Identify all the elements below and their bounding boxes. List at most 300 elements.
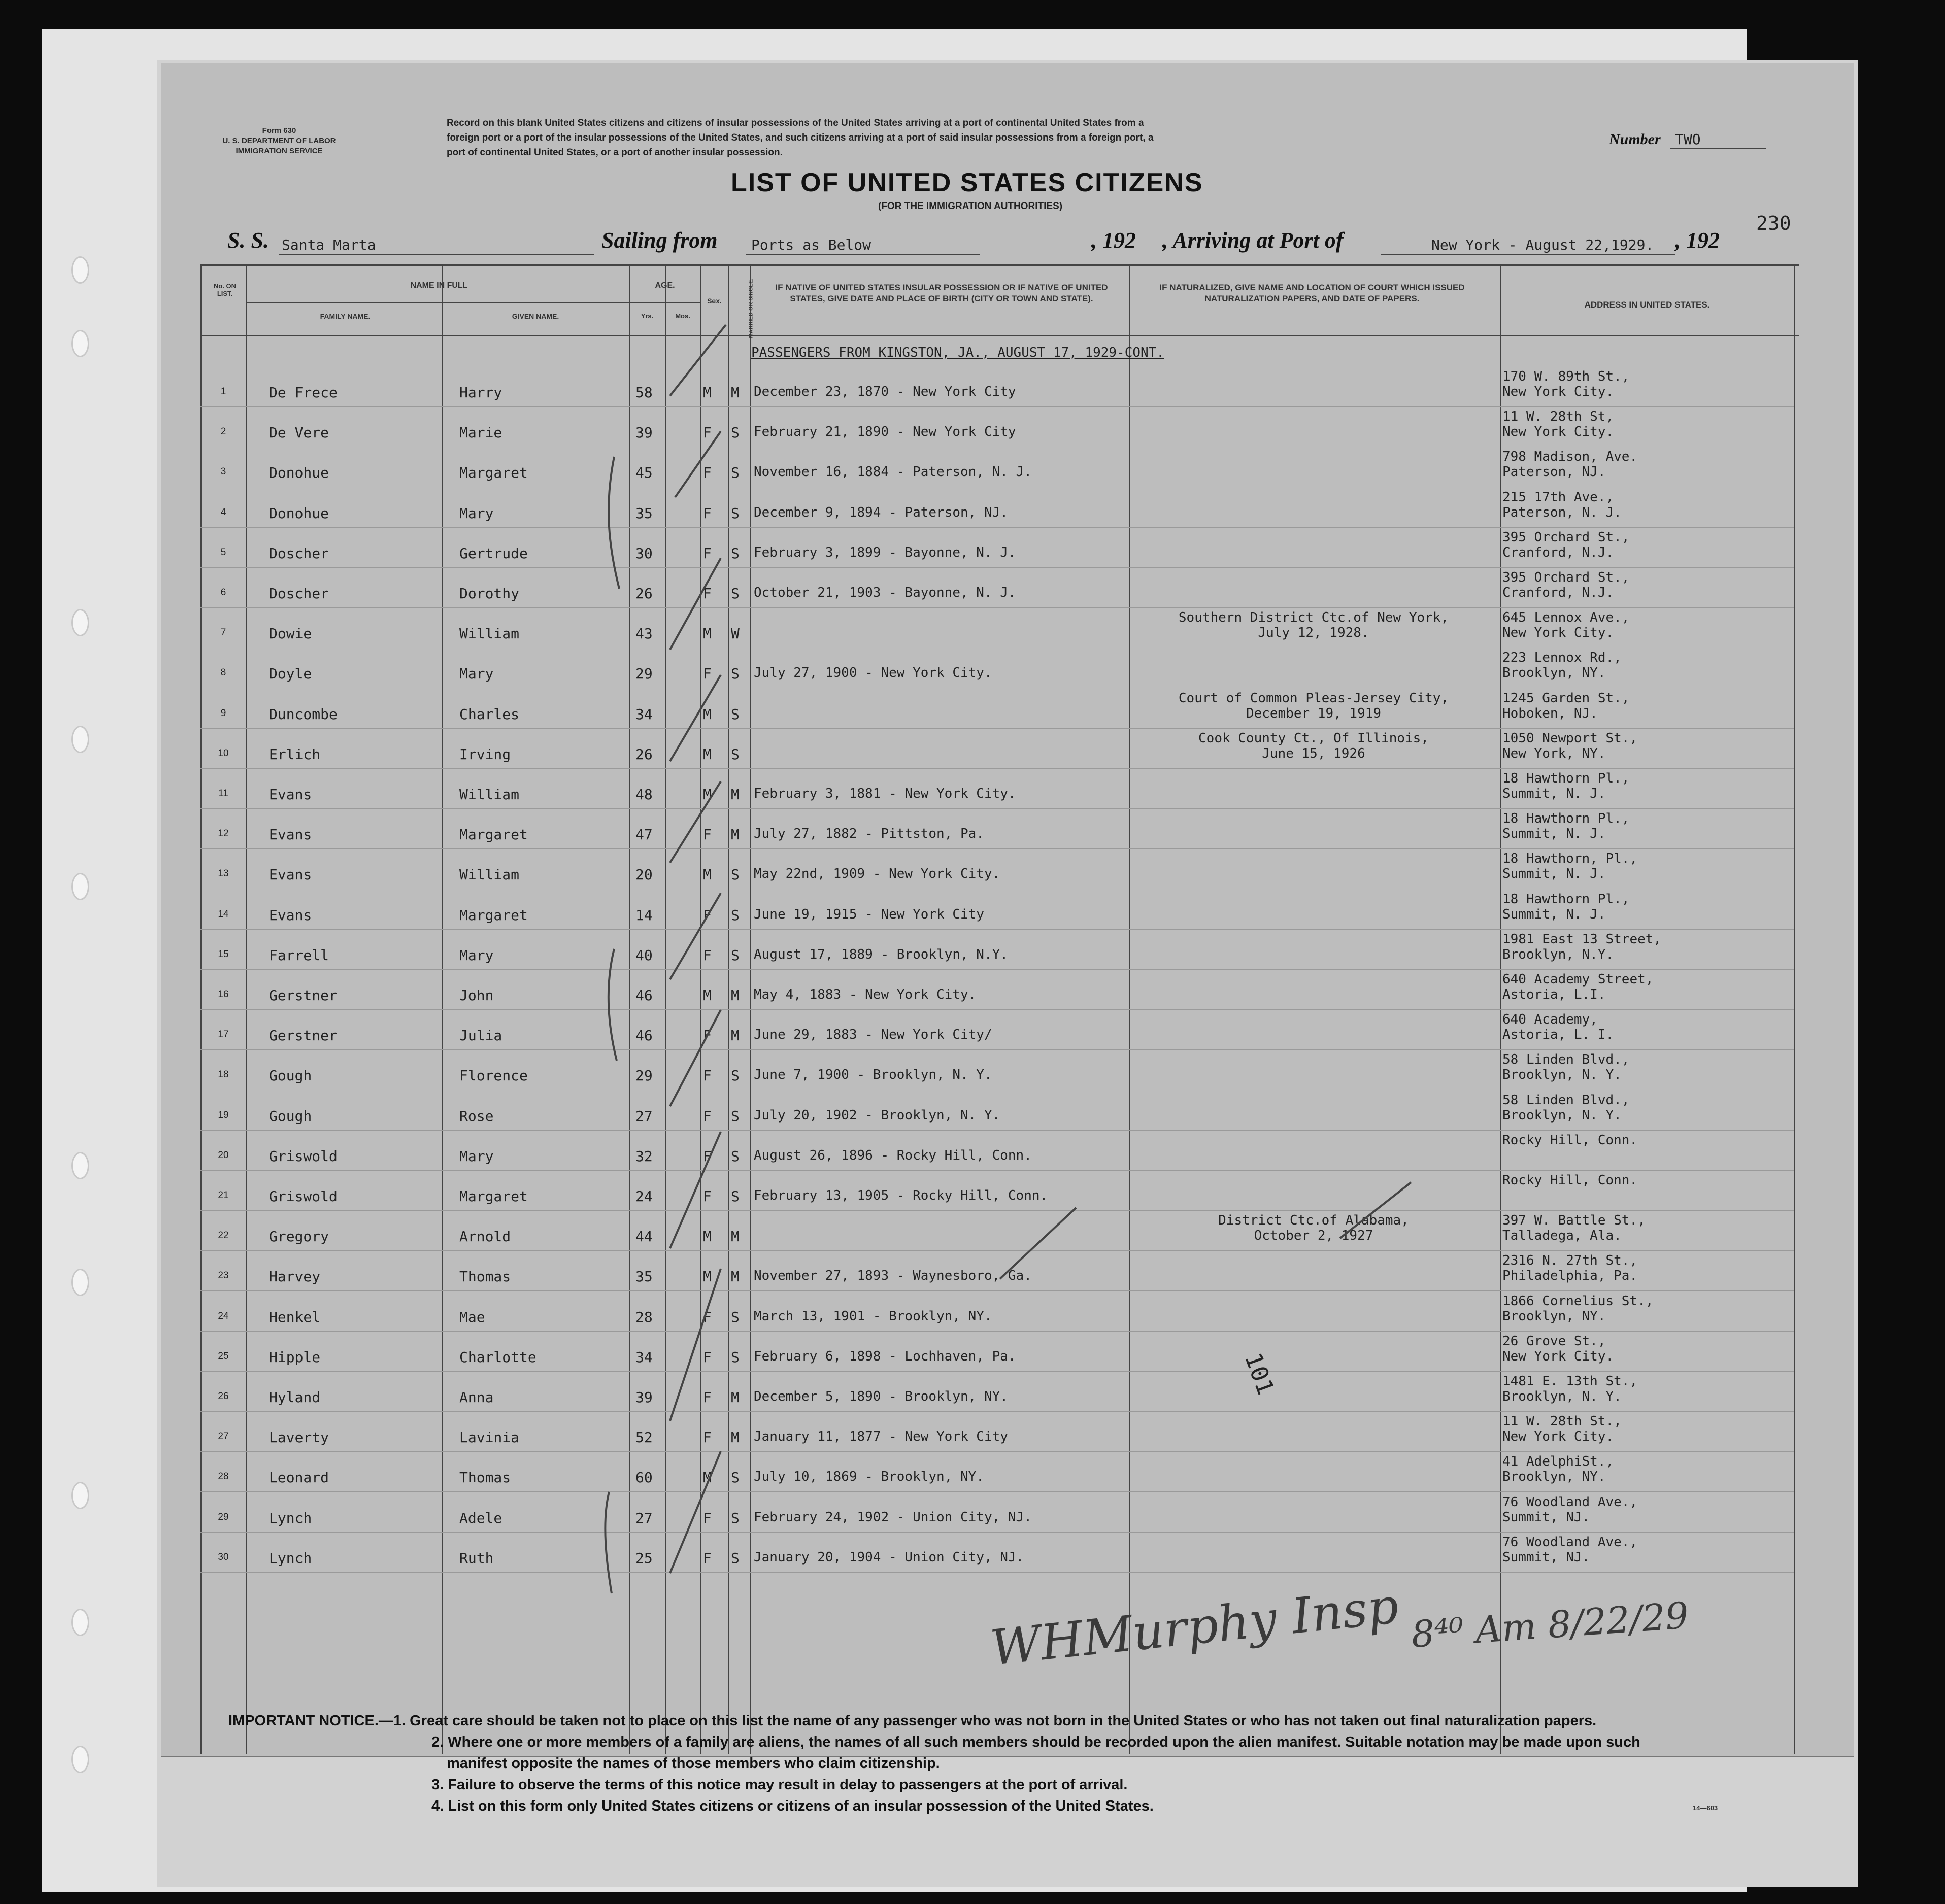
col-yrs: Yrs. (641, 312, 654, 320)
cell-age: 27 (635, 1509, 653, 1526)
cell-address: Paterson, N. J. (1502, 504, 1622, 520)
cell-birth: June 7, 1900 - Brooklyn, N. Y. (754, 1067, 992, 1083)
cell-given: Charlotte (459, 1348, 536, 1366)
cell-address: 1050 Newport St., (1502, 730, 1638, 746)
cell-sex: M (703, 1469, 712, 1486)
cell-ms: M (731, 384, 740, 401)
cell-no: 14 (218, 908, 229, 920)
cell-family: De Frece (269, 384, 338, 401)
cell-address: Brooklyn, NY. (1502, 665, 1606, 681)
cell-given: Ruth (459, 1549, 494, 1567)
notice-item-4: 4. List on this form only United States citizens or citizens of an insular possession of the United States. (431, 1798, 1154, 1814)
cell-no: 9 (220, 707, 226, 719)
cell-age: 30 (635, 545, 653, 562)
inspector-signature: WHMurphy Insp (988, 1577, 1401, 1677)
cell-no: 28 (218, 1471, 229, 1482)
cell-age: 39 (635, 424, 653, 441)
notice-item-2: 2. Where one or more members of a family are aliens, the names of all such members should be recorded upon the alien manifest. Suitable notation may be made upon such (431, 1734, 1640, 1750)
cell-ms: M (731, 786, 740, 803)
cell-sex: F (703, 1067, 712, 1084)
form-code: 14—603 (1693, 1804, 1718, 1812)
cell-birth: February 24, 1902 - Union City, NJ. (754, 1509, 1032, 1525)
cell-given: Gertrude (459, 545, 528, 562)
year-label: , 192 (1091, 228, 1136, 253)
cell-sex: F (703, 1308, 712, 1325)
page-title: LIST OF UNITED STATES CITIZENS (731, 168, 1203, 197)
cell-birth: January 11, 1877 - New York City (754, 1429, 1008, 1445)
cell-age: 46 (635, 1027, 653, 1044)
cell-address: Hoboken, NJ. (1502, 705, 1598, 721)
cell-given: Thomas (459, 1268, 511, 1285)
cell-no: 4 (220, 506, 226, 518)
cell-no: 18 (218, 1069, 229, 1080)
cell-no: 10 (218, 747, 229, 759)
cell-family: Laverty (269, 1429, 329, 1446)
cell-given: Arnold (459, 1228, 511, 1245)
cell-address: Cranford, N.J. (1502, 545, 1614, 560)
cell-sex: F (703, 504, 712, 522)
cell-family: Donohue (269, 464, 329, 482)
cell-age: 46 (635, 987, 653, 1004)
cell-address: Cranford, N.J. (1502, 585, 1614, 600)
cell-no: 16 (218, 989, 229, 1000)
cell-address: Paterson, NJ. (1502, 464, 1606, 480)
cell-no: 22 (218, 1230, 229, 1241)
cell-family: Hyland (269, 1389, 321, 1406)
cell-ms: S (731, 1348, 740, 1366)
cell-no: 3 (220, 466, 226, 478)
cell-ms: M (731, 1228, 740, 1245)
cell-birth: February 3, 1899 - Bayonne, N. J. (754, 545, 1016, 560)
cell-ms: S (731, 585, 740, 602)
cell-family: Erlich (269, 745, 321, 763)
cell-given: William (459, 625, 520, 642)
cell-sex: F (703, 464, 712, 482)
col-married: MARRIED OR SINGLE. (748, 278, 754, 338)
cell-ms: M (731, 987, 740, 1004)
cell-ms: S (731, 866, 740, 883)
cell-no: 20 (218, 1149, 229, 1161)
cell-naturalization: December 19, 1919 (1246, 705, 1382, 721)
cell-no: 11 (218, 788, 228, 799)
cell-birth: March 13, 1901 - Brooklyn, NY. (754, 1308, 992, 1324)
cell-sex: M (703, 1228, 712, 1245)
col-birth: IF NATIVE OF UNITED STATES INSULAR POSSESSION OR IF NATIVE OF UNITED STATES, GIVE DATE AND PLACE OF BIRTH (CITY OR TOWN AND STATE). (775, 283, 1108, 303)
cell-ms: S (731, 1147, 740, 1165)
cell-birth: May 4, 1883 - New York City. (754, 987, 977, 1002)
cell-birth: July 27, 1882 - Pittston, Pa. (754, 826, 984, 842)
cell-address: 2316 N. 27th St., (1502, 1253, 1638, 1269)
cell-address: Summit, N. J. (1502, 786, 1606, 801)
cell-sex: F (703, 946, 712, 964)
cell-no: 24 (218, 1310, 229, 1321)
cell-birth: January 20, 1904 - Union City, NJ. (754, 1549, 1024, 1565)
col-no: No. ON LIST. (213, 282, 237, 297)
cell-sex: F (703, 1429, 712, 1446)
cell-age: 43 (635, 625, 653, 642)
cell-no: 1 (220, 386, 226, 397)
cell-no: 13 (218, 868, 229, 879)
cell-address: Summit, N. J. (1502, 906, 1606, 922)
cell-birth: July 27, 1900 - New York City. (754, 665, 992, 681)
col-age: AGE. (655, 281, 675, 290)
cell-no: 23 (218, 1270, 229, 1281)
cell-address: Summit, NJ. (1502, 1549, 1590, 1565)
cell-age: 24 (635, 1188, 653, 1205)
cell-sex: F (703, 906, 712, 924)
cell-given: Adele (459, 1509, 502, 1526)
cell-sex: F (703, 1549, 712, 1567)
cell-family: Donohue (269, 504, 329, 522)
cell-naturalization: District Ctc.of Alabama, (1218, 1213, 1409, 1229)
cell-family: Gough (269, 1067, 312, 1084)
cell-family: Evans (269, 906, 312, 924)
cell-family: Hipple (269, 1348, 321, 1366)
cell-ms: S (731, 665, 740, 683)
cell-sex: M (703, 384, 712, 401)
cell-address: Talladega, Ala. (1502, 1228, 1622, 1244)
cell-ms: S (731, 745, 740, 763)
cell-age: 39 (635, 1389, 653, 1406)
cell-ms: S (731, 1107, 740, 1125)
arriving-value: New York - August 22,1929. (1431, 236, 1654, 253)
cell-age: 52 (635, 1429, 653, 1446)
cell-sex: M (703, 625, 712, 642)
cell-naturalization: June 15, 1926 (1262, 745, 1365, 761)
cell-address: 1245 Garden St., (1502, 690, 1630, 706)
cell-given: John (459, 987, 494, 1004)
cell-age: 20 (635, 866, 653, 883)
cell-address: New York City. (1502, 424, 1614, 440)
cell-no: 6 (220, 587, 226, 598)
cell-ms: W (731, 625, 740, 642)
cell-given: Mary (459, 665, 494, 683)
cell-birth: June 29, 1883 - New York City/ (754, 1027, 992, 1043)
cell-address: 18 Hawthorn Pl., (1502, 811, 1630, 827)
stamp-number: 101 (1239, 1349, 1280, 1399)
cell-age: 35 (635, 1268, 653, 1285)
ss-label: S. S. (227, 228, 269, 253)
cell-address: Brooklyn, NY. (1502, 1469, 1606, 1485)
cell-address: 58 Linden Blvd., (1502, 1092, 1630, 1108)
cell-address: 11 W. 28th St, (1502, 409, 1614, 425)
cell-birth: July 10, 1869 - Brooklyn, NY. (754, 1469, 984, 1485)
cell-address: 18 Hawthorn, Pl., (1502, 851, 1638, 867)
cell-age: 44 (635, 1228, 653, 1245)
cell-age: 35 (635, 504, 653, 522)
cell-family: Griswold (269, 1147, 338, 1165)
cell-sex: F (703, 545, 712, 562)
arriving-label: , Arriving at Port of (1162, 228, 1344, 253)
cell-ms: S (731, 1188, 740, 1205)
cell-family: Evans (269, 786, 312, 803)
cell-given: Mary (459, 504, 494, 522)
cell-sex: F (703, 1107, 712, 1125)
cell-birth: December 9, 1894 - Paterson, NJ. (754, 504, 1008, 520)
cell-sex: F (703, 424, 712, 441)
notice-item-1: 1. Great care should be taken not to place on this list the name of any passenger who was not born in the United States or who has not taken out final naturalization papers. (393, 1713, 1597, 1729)
cell-address: 223 Lennox Rd., (1502, 650, 1622, 666)
cell-sex: M (703, 705, 712, 723)
cell-sex: F (703, 665, 712, 683)
cell-birth: December 23, 1870 - New York City (754, 384, 1016, 399)
cell-age: 58 (635, 384, 653, 401)
cell-age: 27 (635, 1107, 653, 1125)
cell-age: 45 (635, 464, 653, 482)
section-note: PASSENGERS FROM KINGSTON, JA., AUGUST 17, 1929-CONT. (751, 345, 1164, 360)
ship-name: Santa Marta (282, 236, 376, 253)
cell-family: Gerstner (269, 1027, 338, 1044)
cell-given: Margaret (459, 1188, 528, 1205)
cell-address: Rocky Hill, Conn. (1502, 1173, 1638, 1188)
cell-birth: February 21, 1890 - New York City (754, 424, 1016, 440)
cell-family: Leonard (269, 1469, 329, 1486)
cell-address: New York City. (1502, 1429, 1614, 1445)
page-number: 230 (1756, 212, 1791, 234)
col-family: FAMILY NAME. (320, 312, 371, 320)
cell-address: 76 Woodland Ave., (1502, 1494, 1638, 1510)
cell-naturalization: Cook County Ct., Of Illinois, (1198, 730, 1429, 746)
cell-given: Margaret (459, 826, 528, 843)
cell-naturalization: Southern District Ctc.of New York, (1178, 610, 1449, 626)
cell-family: Henkel (269, 1308, 321, 1325)
important-notice (228, 1710, 1817, 1817)
cell-ms: S (731, 1308, 740, 1325)
cell-sex: M (703, 1268, 712, 1285)
cell-family: Harvey (269, 1268, 321, 1285)
cell-ms: S (731, 1067, 740, 1084)
cell-birth: November 16, 1884 - Paterson, N. J. (754, 464, 1032, 480)
cell-address: 395 Orchard St., (1502, 570, 1630, 585)
cell-address: Brooklyn, N. Y. (1502, 1389, 1622, 1404)
cell-given: Thomas (459, 1469, 511, 1486)
cell-birth: February 6, 1898 - Lochhaven, Pa. (754, 1348, 1016, 1364)
cell-address: Philadelphia, Pa. (1502, 1268, 1638, 1284)
cell-birth: June 19, 1915 - New York City (754, 906, 984, 922)
cell-given: Charles (459, 705, 520, 723)
record-line: foreign port or a port of the insular possessions of the United States, and such citizens arriving at a port of said insular possessions from a foreign port, a (447, 132, 1154, 143)
cell-given: William (459, 786, 520, 803)
cell-naturalization: July 12, 1928. (1258, 625, 1369, 641)
cell-address: Astoria, L.I. (1502, 987, 1606, 1002)
cell-address: 11 W. 28th St., (1502, 1414, 1622, 1430)
cell-address: Brooklyn, N. Y. (1502, 1067, 1622, 1083)
cell-age: 34 (635, 705, 653, 723)
cell-sex: M (703, 987, 712, 1004)
cell-address: Brooklyn, N.Y. (1502, 946, 1614, 962)
cell-no: 8 (220, 667, 226, 678)
cell-age: 26 (635, 745, 653, 763)
cell-sex: F (703, 1348, 712, 1366)
cell-given: Anna (459, 1389, 494, 1406)
cell-address: Summit, N. J. (1502, 826, 1606, 842)
cell-sex: F (703, 585, 712, 602)
cell-no: 30 (218, 1551, 229, 1562)
cell-given: Julia (459, 1027, 502, 1044)
cell-no: 15 (218, 948, 229, 960)
cell-address: New York City. (1502, 625, 1614, 641)
cell-ms: M (731, 826, 740, 843)
cell-age: 32 (635, 1147, 653, 1165)
cell-ms: S (731, 424, 740, 441)
cell-address: 798 Madison, Ave. (1502, 449, 1638, 465)
notice-item-3: 3. Failure to observe the terms of this notice may result in delay to passengers at the port of arrival. (431, 1777, 1128, 1793)
cell-ms: M (731, 1389, 740, 1406)
cell-family: Duncombe (269, 705, 338, 723)
cell-naturalization: Court of Common Pleas-Jersey City, (1178, 690, 1449, 706)
cell-address: Summit, N. J. (1502, 866, 1606, 882)
cell-family: Dowie (269, 625, 312, 642)
cell-address: 397 W. Battle St., (1502, 1213, 1646, 1229)
cell-address: 640 Academy, (1502, 1012, 1598, 1028)
cell-family: Lynch (269, 1549, 312, 1567)
cell-age: 29 (635, 1067, 653, 1084)
col-mos: Mos. (675, 312, 690, 320)
cell-address: 640 Academy Street, (1502, 972, 1654, 987)
cell-address: New York, NY. (1502, 745, 1606, 761)
page-subtitle: (FOR THE IMMIGRATION AUTHORITIES) (878, 201, 1063, 212)
cell-age: 60 (635, 1469, 653, 1486)
cell-family: Doyle (269, 665, 312, 683)
cell-birth: February 13, 1905 - Rocky Hill, Conn. (754, 1188, 1048, 1203)
cell-age: 48 (635, 786, 653, 803)
cell-family: Doscher (269, 545, 329, 562)
cell-address: 76 Woodland Ave., (1502, 1534, 1638, 1550)
cell-address: 645 Lennox Ave., (1502, 610, 1630, 626)
cell-no: 2 (220, 426, 226, 437)
cell-address: 41 AdelphiSt., (1502, 1454, 1614, 1470)
cell-given: Marie (459, 424, 502, 441)
cell-sex: M (703, 745, 712, 763)
cell-family: Farrell (269, 946, 329, 964)
cell-family: Doscher (269, 585, 329, 602)
cell-sex: F (703, 1188, 712, 1205)
cell-ms: M (731, 1027, 740, 1044)
cell-family: Evans (269, 826, 312, 843)
year-label: , 192 (1675, 228, 1720, 253)
cell-family: De Vere (269, 424, 329, 441)
cell-address: Brooklyn, NY. (1502, 1308, 1606, 1324)
cell-birth: August 17, 1889 - Brooklyn, N.Y. (754, 946, 1008, 962)
cell-birth: October 21, 1903 - Bayonne, N. J. (754, 585, 1016, 600)
col-address: ADDRESS IN UNITED STATES. (1584, 300, 1710, 310)
cell-no: 19 (218, 1109, 229, 1120)
cell-ms: S (731, 504, 740, 522)
cell-address: Rocky Hill, Conn. (1502, 1132, 1638, 1148)
cell-birth: July 20, 1902 - Brooklyn, N. Y. (754, 1107, 1000, 1123)
cell-naturalization: October 2, 1927 (1254, 1228, 1373, 1244)
cell-age: 47 (635, 826, 653, 843)
cell-address: 1866 Cornelius St., (1502, 1293, 1654, 1309)
notice-lead: IMPORTANT NOTICE.— (228, 1713, 393, 1729)
cell-sex: F (703, 1027, 712, 1044)
cell-ms: S (731, 1509, 740, 1526)
form-number: Form 630 (262, 126, 296, 135)
cell-age: 40 (635, 946, 653, 964)
cell-address: Astoria, L. I. (1502, 1027, 1614, 1043)
cell-sex: F (703, 1389, 712, 1406)
cell-family: Griswold (269, 1188, 338, 1205)
cell-sex: M (703, 786, 712, 803)
cell-sex: M (703, 866, 712, 883)
col-sex: Sex. (707, 297, 722, 305)
cell-family: Gerstner (269, 987, 338, 1004)
record-line: port of continental United States, or a port of another insular possession. (447, 147, 783, 158)
number-label: Number (1609, 131, 1661, 148)
cell-given: Lavinia (459, 1429, 520, 1446)
cell-ms: S (731, 545, 740, 562)
cell-given: Mae (459, 1308, 485, 1325)
cell-ms: S (731, 946, 740, 964)
col-naturalized: IF NATURALIZED, GIVE NAME AND LOCATION OF COURT WHICH ISSUED NATURALIZATION PAPERS, AND DATE OF PAPERS. (1159, 283, 1465, 303)
cell-ms: M (731, 1429, 740, 1446)
number-value: TWO (1675, 131, 1701, 148)
cell-given: Mary (459, 1147, 494, 1165)
cell-no: 27 (218, 1431, 229, 1442)
cell-ms: S (731, 1469, 740, 1486)
cell-age: 26 (635, 585, 653, 602)
cell-given: Mary (459, 946, 494, 964)
cell-address: Brooklyn, N. Y. (1502, 1107, 1622, 1123)
cell-address: 1981 East 13 Street, (1502, 931, 1662, 947)
cell-age: 29 (635, 665, 653, 683)
col-name-in-full: NAME IN FULL (410, 281, 468, 290)
cell-address: 18 Hawthorn Pl., (1502, 891, 1630, 907)
cell-address: 26 Grove St., (1502, 1333, 1606, 1349)
cell-given: Irving (459, 745, 511, 763)
cell-birth: February 3, 1881 - New York City. (754, 786, 1016, 801)
cell-address: 1481 E. 13th St., (1502, 1374, 1638, 1389)
department-name: U. S. DEPARTMENT OF LABOR (222, 137, 336, 145)
cell-given: Rose (459, 1107, 494, 1125)
col-given: GIVEN NAME. (512, 312, 559, 320)
service-name: IMMIGRATION SERVICE (236, 147, 323, 155)
record-line: Record on this blank United States citizens and citizens of insular possessions of the United States arriving at a port of continental United States from a (447, 118, 1144, 128)
cell-address: New York City. (1502, 384, 1614, 399)
cell-birth: November 27, 1893 - Waynesboro, Ga. (754, 1268, 1032, 1284)
cell-no: 5 (220, 547, 226, 558)
cell-birth: August 26, 1896 - Rocky Hill, Conn. (754, 1147, 1032, 1163)
cell-address: 18 Hawthorn Pl., (1502, 771, 1630, 786)
cell-given: Margaret (459, 464, 528, 482)
cell-address: Summit, NJ. (1502, 1509, 1590, 1525)
cell-given: William (459, 866, 520, 883)
cell-ms: S (731, 705, 740, 723)
cell-family: Gough (269, 1107, 312, 1125)
cell-address: 58 Linden Blvd., (1502, 1052, 1630, 1068)
cell-sex: F (703, 1147, 712, 1165)
cell-no: 17 (218, 1029, 229, 1040)
cell-address: 170 W. 89th St., (1502, 369, 1630, 384)
cell-family: Gregory (269, 1228, 329, 1245)
handwritten-time-date: 8⁴⁰ Am 8/22/29 (1410, 1594, 1690, 1656)
cell-age: 25 (635, 1549, 653, 1567)
cell-no: 26 (218, 1391, 229, 1402)
cell-family: Evans (269, 866, 312, 883)
cell-address: New York City. (1502, 1348, 1614, 1364)
cell-ms: M (731, 1268, 740, 1285)
sailing-from: Ports as Below (751, 236, 871, 253)
cell-birth: December 5, 1890 - Brooklyn, NY. (754, 1389, 1008, 1404)
notice-item-2-cont: manifest opposite the names of those members who claim citizenship. (447, 1755, 940, 1772)
cell-no: 21 (218, 1190, 229, 1201)
cell-birth: May 22nd, 1909 - New York City. (754, 866, 1000, 882)
cell-age: 34 (635, 1348, 653, 1366)
cell-no: 7 (220, 627, 226, 638)
cell-address: 215 17th Ave., (1502, 489, 1614, 505)
cell-ms: S (731, 464, 740, 482)
cell-no: 25 (218, 1350, 229, 1362)
